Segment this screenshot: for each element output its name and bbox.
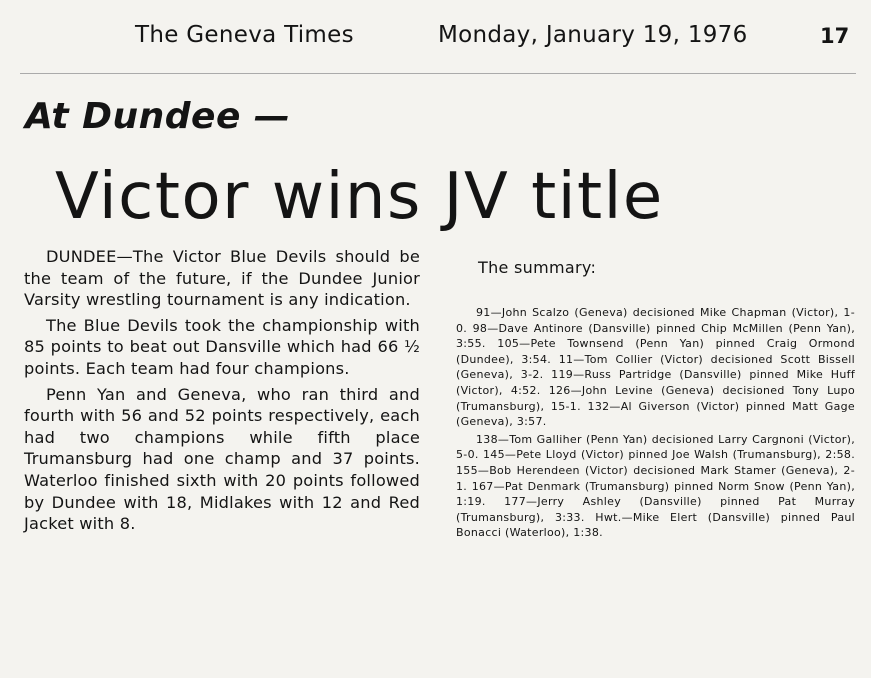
- newspaper-name: The Geneva Times: [135, 22, 354, 48]
- header-rule: [20, 73, 856, 74]
- summary-paragraph: 138—Tom Galliher (Penn Yan) decisioned Larry Cargnoni (Victor), 5-0. 145—Pete Lloyd (Victor) pinned Joe Walsh (Trumansburg), 2:58. 155—Bob Herendeen (Victor) decisioned Mark Stamer (Geneva), 2-1. 167—Pat Denmark (Trumansburg) pinned Norm Snow (Penn Yan), 1:19. 177—Jerry Ashley (Dansville) pinned Pat Murray (Trumansburg), 3:33. Hwt.—Mike Elert (Dansville) pinned Paul Bonacci (Waterloo), 1:38.: [456, 432, 855, 540]
- summary-paragraph: 91—John Scalzo (Geneva) decisioned Mike Chapman (Victor), 1-0. 98—Dave Antinore (Dansville) pinned Chip McMillen (Penn Yan), 3:55. 105—Pete Townsend (Penn Yan) pinned Craig Ormond (Dundee), 3:54. 11—Tom Collier (Victor) decisioned Scott Bissell (Geneva), 3-2. 119—Russ Partridge (Dansville) pinned Mike Huff (Victor), 4:52. 126—John Levine (Geneva) decisioned Tony Lupo (Trumansburg), 15-1. 132—Al Giverson (Victor) pinned Matt Gage (Geneva), 3:57.: [456, 306, 855, 429]
- page-number: 17: [820, 24, 850, 48]
- article-paragraph: The Blue Devils took the championship with 85 points to beat out Dansville which had 66 ½ points. Each team had four champions.: [24, 315, 420, 378]
- summary-heading: The summary:: [478, 258, 597, 277]
- article-body: [24, 246, 420, 535]
- article-paragraph: Penn Yan and Geneva, who ran third and fourth with 56 and 52 points respectively, each had two champions while fifth place Trumansburg had one champ and 37 points. Waterloo finished sixth with 20 points followed by Dundee with 18, Midlakes with 12 and Red Jacket with 8.: [24, 384, 420, 534]
- page-header: [0, 22, 871, 58]
- summary-body: [456, 305, 855, 541]
- issue-date: Monday, January 19, 1976: [438, 22, 748, 48]
- article-kicker: At Dundee —: [25, 96, 291, 137]
- article-paragraph: DUNDEE—The Victor Blue Devils should be the team of the future, if the Dundee Junior Varsity wrestling tournament is any indication.: [24, 247, 420, 310]
- article-headline: Victor wins JV title: [55, 160, 664, 234]
